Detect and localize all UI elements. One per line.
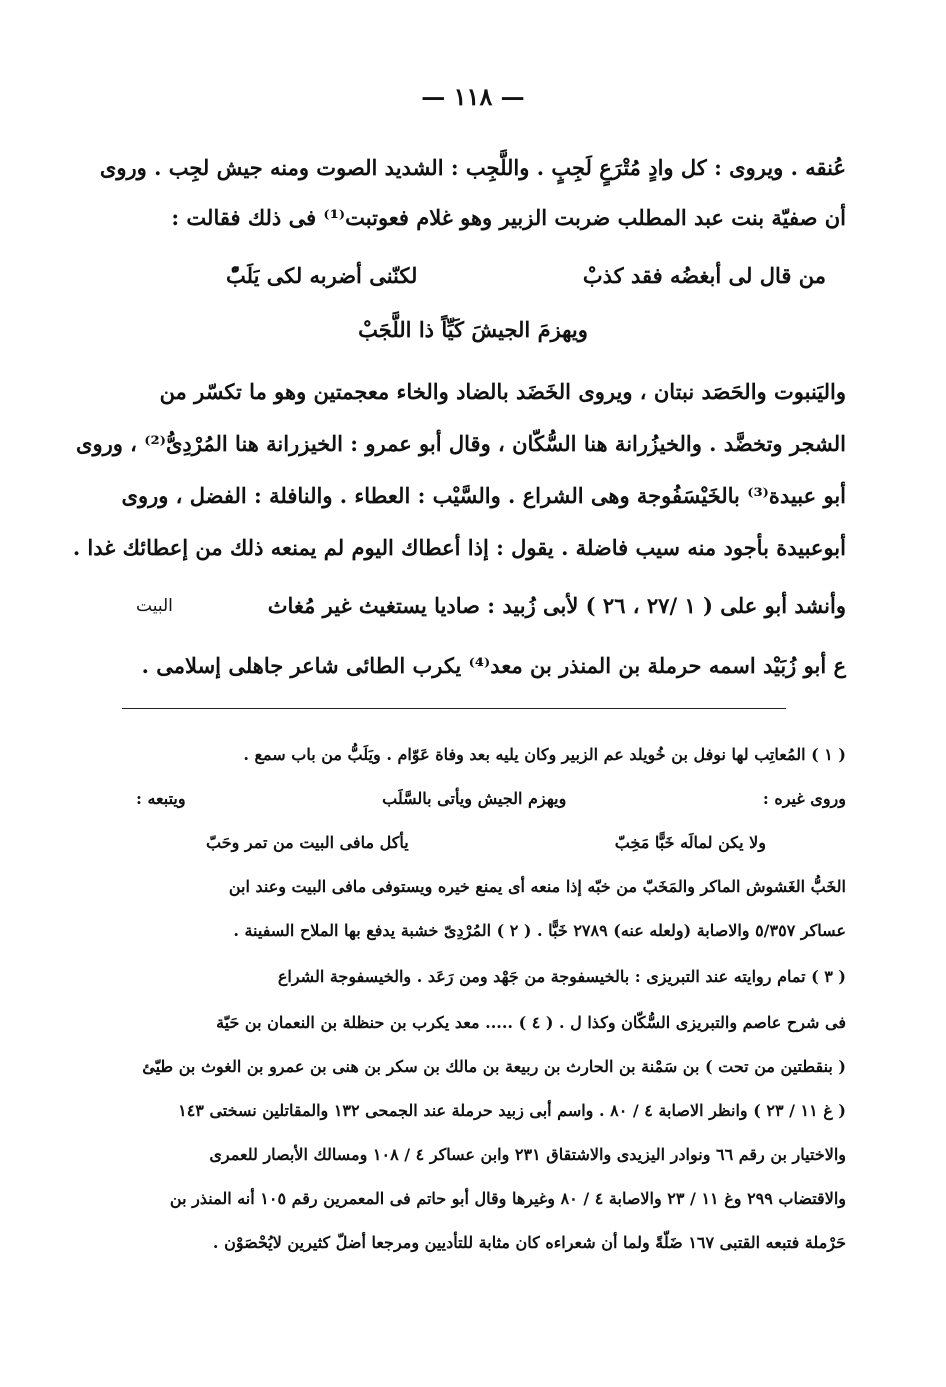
body-line-1: عُنقه . ويروى : كل وادٍ مُتْرَعٍ لَجِبٍ . واللَّجِب : الشديد الصوت ومنه جيش لجِب . وروى	[99, 155, 846, 180]
footnote-4-line-7: حَرْملة فتبعه القتبى ١٦٧ ضَلّةً ولما أن شعراءه كان مثابة للتأديين ومرجعا أضلّ كثيرين لايُحْصَوْن .	[212, 1233, 846, 1252]
footnote-3-line-1: ( ٣ ) تمام روايته عند التبريزى : بالخيسفوجة من جَهْد ومن رَعَد . والخيسفوجة الشراع	[277, 967, 846, 986]
footnote-4-line-4: ( غ ١١ / ٢٣ ) وانظر الاصابة ٤ / ٨٠ . واسم أبى زبيد حرملة عند الجمحى ١٣٢ والمقاتلين نسختى ١٤٣	[178, 1101, 846, 1120]
footnote-1-verse	[206, 828, 766, 860]
footnote-1-alt-verse: ويهزم الجيش ويأتى بالسَّلَب	[382, 789, 567, 808]
poetry-citation: وأنشد أبو على ( ١ /٢٧ ، ٢٦ ) لأبى زُبيد : صاديا يستغيث غير مُغاث	[267, 593, 846, 618]
footnote-1-verse-first: ولا يكن لمالَه خَبًّا مَخِبّ	[614, 833, 766, 852]
footnote-separator	[122, 708, 786, 709]
footnote-4-line-5: والاختيار بن رقم ٦٦ ونوادر اليزيدى والاشتقاق ٢٣١ وابن عساكر ٤ / ١٠٨ ومسالك الأبصار للعمرى	[209, 1145, 846, 1164]
footnote-4-line-3: ( بنقطتين من تحت ) بن سَمْنة بن الحارث بن ربيعة بن مالك بن سكر بن هنى بن عمرو بن الغوث بن طيّئ	[142, 1057, 846, 1076]
footnote-1-line-4: الخَبُّ الغَشوش الماكر والمَخَبّ من خبّه إذا منعه أى يمنع خيره ويستوفى مافى البيت وعند ابن	[228, 877, 846, 896]
body-line-3: واليَنبوت والحَصَد نبتان ، ويروى الخَضَد بالضاد والخاء معجمتين وهو ما تكسّر من	[159, 379, 846, 404]
body-line-8: ع أبو زُبَيْد اسمه حرملة بن المنذر بن معد⁽⁴⁾ يكرب الطائى شاعر جاهلى إسلامى .	[141, 653, 846, 678]
footnote-1-line-2	[136, 784, 846, 816]
body-line-5: أبو عبيدة⁽³⁾ بالخَيْسَفُوجة وهى الشراع . والسَّيْب : العطاء . والنافلة : الفضل ، وروى	[121, 483, 846, 508]
body-line-4: الشجر وتخضَّد . والخيزُرانة هنا السُّكّان ، وقال أبو عمرو : الخيزرانة هنا المُرْدِىُّ⁽²⁾ ، وروى	[76, 431, 846, 456]
body-line-7	[136, 586, 846, 630]
footnote-1-verse-second: يأكل مافى البيت من تمر وحَبّ	[206, 833, 409, 852]
verse-1	[226, 254, 826, 300]
body-line-2: أن صفيّة بنت عبد المطلب ضربت الزبير وهو غلام فعوتبت⁽¹⁾ فى ذلك فقالت :	[171, 205, 846, 230]
footnote-1-line-1: ( ١ ) المُعاتِب لها نوفل بن خُويلد عم الزبير وكان يليه بعد وفاة عَوّام . ويَلَبُّ من باب سمع .	[243, 745, 846, 764]
footnote-3-line-2: فى شرح عاصم والتبريزى السُّكّان وكذا ل . ( ٤ ) ..... معد يكرب بن حنظلة بن النعمان بن حَيّة	[216, 1013, 846, 1032]
verse-label: البيت	[136, 596, 173, 616]
verse-1-second-hemistich: لكنّنى أضربه لكى يَلَبّْ	[226, 263, 418, 288]
verse-2: ويهزمَ الجيشَ كَيِّاً ذا اللَّجَبْ	[358, 317, 588, 342]
footnote-4-line-6: والاقتضاب ٢٩٩ وغ ١١ / ٢٣ والاصابة ٤ / ٨٠ وغيرها وقال أبو حاتم فى المعمرين رقم ١٠٥ أنه المنذر بن	[169, 1189, 846, 1208]
body-line-6: أبوعبيدة بأجود منه سيب فاضلة . يقول : إذا أعطاك اليوم لم يمنعه ذلك من إعطائك غدا .	[72, 535, 846, 560]
page-number: — ١١٨ —	[421, 82, 525, 111]
footnote-1-alt-label: وروى غيره :	[762, 789, 846, 808]
footnote-1-follow-label: ويتبعه :	[136, 789, 186, 808]
verse-1-first-hemistich: من قال لى أبغضُه فقد كذبْ	[582, 263, 826, 288]
footnote-1-line-5: عساكر ٥/٣٥٧ والاصابة (ولعله عنه) ٢٧٨٩ خَبًّا . ( ٢ ) المُرْدِىّ خشبة يدفع بها الملاح السفينة .	[233, 921, 846, 940]
